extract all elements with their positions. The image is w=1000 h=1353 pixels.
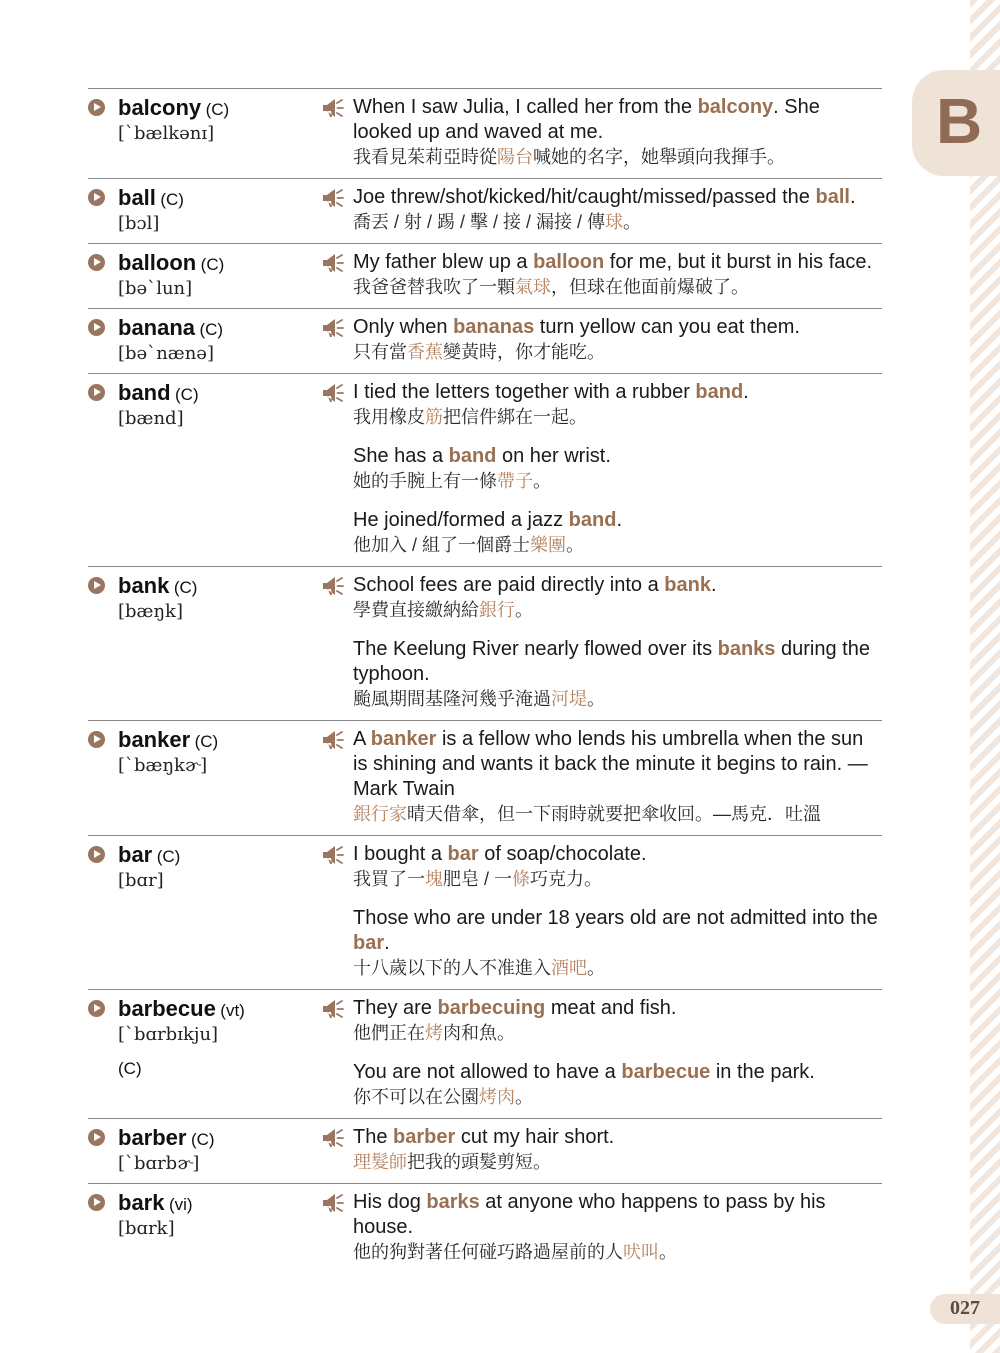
headword: ball (118, 185, 156, 210)
example (353, 842, 882, 892)
highlighted-word: bar (353, 932, 385, 954)
highlighted-word: bank (664, 574, 711, 596)
headword: balloon (118, 250, 197, 275)
headword: barbecue (118, 996, 216, 1021)
example-english: A banker is a fellow who lends his umbrella when the sun is shining and wants it back the minute it begins to rain. —Mark Twain (353, 728, 868, 800)
highlighted-word: bananas (453, 316, 535, 338)
example-chinese: 喬丟 / 射 / 踢 / 擊 / 接 / 漏接 / 傳球。 (353, 212, 642, 232)
headword-block (88, 315, 320, 365)
headword-line (118, 1125, 320, 1151)
example-english: The barber cut my hair short. (353, 1126, 615, 1148)
example-chinese: 理髮師把我的頭髮剪短。 (353, 1152, 551, 1172)
example (353, 996, 882, 1046)
part-of-speech: (C) (199, 320, 224, 339)
headword: bark (118, 1190, 165, 1215)
play-circle-icon[interactable] (88, 1129, 105, 1146)
play-circle-icon[interactable] (88, 319, 105, 336)
example-chinese: 只有當香蕉變黃時，你才能吃。 (353, 342, 605, 362)
entry-bar (88, 835, 882, 989)
highlighted-translation: 筋 (425, 407, 443, 427)
headword-line (118, 842, 320, 868)
part-of-speech: (C) (156, 847, 181, 866)
part-of-speech: (C) (194, 732, 219, 751)
example-chinese: 學費直接繳納給銀行。 (353, 600, 533, 620)
example (353, 906, 882, 981)
entry-barbecue (88, 989, 882, 1118)
speaker-icon[interactable] (322, 999, 344, 1019)
headword: banker (118, 727, 191, 752)
highlighted-word: banks (717, 638, 776, 660)
example (353, 185, 882, 235)
entry-balloon (88, 243, 882, 308)
entry-barber (88, 1118, 882, 1183)
highlighted-translation: 河堤 (551, 689, 587, 709)
headword-line (118, 996, 320, 1022)
example (353, 1125, 882, 1175)
play-circle-icon[interactable] (88, 577, 105, 594)
part-of-speech: (C) (200, 255, 225, 274)
example-english: I tied the letters together with a rubber band. (353, 381, 749, 403)
example-chinese: 他加入 / 組了一個爵士樂團。 (353, 535, 585, 555)
example-english: He joined/formed a jazz band. (353, 509, 623, 531)
phonetic: [bəˋlun] (118, 278, 193, 299)
example (353, 508, 882, 558)
phonetic: [ˋbɑrbɪkju] (118, 1024, 219, 1045)
play-circle-icon[interactable] (88, 1000, 105, 1017)
highlighted-word: balloon (533, 251, 605, 273)
example-chinese: 我用橡皮筋把信件綁在一起。 (353, 407, 587, 427)
decorative-edge-stripe (970, 0, 1000, 1353)
speaker-icon[interactable] (322, 1193, 344, 1213)
play-circle-icon[interactable] (88, 254, 105, 271)
headword-block (88, 996, 320, 1110)
secondary-part-of-speech: (C) (118, 1059, 142, 1078)
highlighted-translation: 塊 (425, 869, 443, 889)
example-english: My father blew up a balloon for me, but it burst in his face. (353, 251, 873, 273)
phonetic: [bɑrk] (118, 1218, 175, 1239)
part-of-speech: (vi) (168, 1195, 193, 1214)
example (353, 95, 882, 170)
example-english: School fees are paid directly into a bank. (353, 574, 717, 596)
examples-block (320, 1190, 882, 1265)
headword: barber (118, 1125, 187, 1150)
entry-balcony (88, 88, 882, 178)
example-english: Joe threw/shot/kicked/hit/caught/missed/passed the ball. (353, 186, 856, 208)
headword-line (118, 1190, 320, 1216)
example-english: They are barbecuing meat and fish. (353, 997, 677, 1019)
highlighted-word: barber (393, 1126, 456, 1148)
examples-block (320, 996, 882, 1110)
headword-line (118, 573, 320, 599)
page-number: 027 (950, 1297, 980, 1319)
highlighted-translation: 銀行 (479, 600, 515, 620)
play-circle-icon[interactable] (88, 189, 105, 206)
example-english: The Keelung River nearly flowed over its banks during the typhoon. (353, 638, 870, 685)
example (353, 1060, 882, 1110)
phonetic: [bænd] (118, 408, 184, 429)
highlighted-translation: 烤 (425, 1023, 443, 1043)
entry-banker (88, 720, 882, 835)
examples-block (320, 573, 882, 712)
play-circle-icon[interactable] (88, 384, 105, 401)
headword-line (118, 185, 320, 211)
part-of-speech: (C) (173, 578, 198, 597)
speaker-icon[interactable] (322, 845, 344, 865)
entry-band (88, 373, 882, 566)
headword-block (88, 727, 320, 827)
example-chinese: 你不可以在公園烤肉。 (353, 1087, 533, 1107)
example-english: I bought a bar of soap/chocolate. (353, 843, 647, 865)
part-of-speech: (C) (160, 190, 184, 209)
headword-block (88, 1125, 320, 1175)
part-of-speech: (C) (175, 385, 199, 404)
headword: bank (118, 573, 170, 598)
highlighted-word: barbecuing (437, 997, 546, 1019)
speaker-icon[interactable] (322, 188, 344, 208)
example-english: When I saw Julia, I called her from the balcony. She looked up and waved at me. (353, 96, 820, 143)
example-chinese: 他的狗對著任何碰巧路過屋前的人吠叫。 (353, 1242, 677, 1262)
phonetic: [bæŋk] (118, 601, 183, 622)
highlighted-translation: 理髮師 (353, 1152, 407, 1172)
example-english: Those who are under 18 years old are not admitted into the bar. (353, 907, 878, 954)
example-chinese: 我買了一塊肥皂 / 一條巧克力。 (353, 869, 603, 889)
highlighted-translation: 酒吧 (551, 958, 587, 978)
example (353, 637, 882, 712)
entry-bank (88, 566, 882, 720)
highlighted-word: banker (370, 728, 437, 750)
example (353, 380, 882, 430)
highlighted-word: balcony (697, 96, 774, 118)
headword: bar (118, 842, 153, 867)
phonetic: [bɑr] (118, 870, 164, 891)
part-of-speech: (C) (190, 1130, 215, 1149)
headword-block (88, 185, 320, 235)
play-circle-icon[interactable] (88, 99, 105, 116)
examples-block (320, 315, 882, 365)
example-chinese: 颱風期間基隆河幾乎淹過河堤。 (353, 689, 605, 709)
example (353, 250, 882, 300)
highlighted-translation: 陽台 (497, 147, 533, 167)
highlighted-translation: 條 (512, 869, 531, 889)
highlighted-translation: 樂團 (530, 535, 567, 555)
part-of-speech: (vt) (220, 1001, 245, 1020)
highlighted-word: ball (815, 186, 850, 208)
speaker-icon[interactable] (322, 1128, 344, 1148)
highlighted-word: barks (426, 1191, 480, 1213)
entry-ball (88, 178, 882, 243)
example-chinese: 他們正在烤肉和魚。 (353, 1023, 515, 1043)
headword: band (118, 380, 171, 405)
play-circle-icon[interactable] (88, 1194, 105, 1211)
example-chinese: 十八歲以下的人不准進入酒吧。 (353, 958, 605, 978)
example-chinese: 我爸爸替我吹了一顆氣球，但球在他面前爆破了。 (353, 277, 749, 297)
entry-bark (88, 1183, 882, 1273)
highlighted-word: band (568, 509, 617, 531)
example-english: She has a band on her wrist. (353, 445, 611, 467)
phonetic: [ˋbɑrbɚ] (118, 1153, 200, 1174)
headword-block (88, 95, 320, 170)
headword-line (118, 380, 320, 406)
examples-block (320, 380, 882, 558)
highlighted-translation: 帶子 (497, 471, 533, 491)
play-circle-icon[interactable] (88, 846, 105, 863)
highlighted-word: band (448, 445, 497, 467)
speaker-icon[interactable] (322, 576, 344, 596)
example (353, 315, 882, 365)
headword-block (88, 250, 320, 300)
phonetic: [bəˋnænə] (118, 343, 214, 364)
examples-block (320, 95, 882, 170)
example (353, 573, 882, 623)
headword-block (88, 842, 320, 981)
headword-block (88, 380, 320, 558)
highlighted-translation: 氣球 (515, 277, 551, 297)
page-number-tab (930, 1294, 1000, 1324)
speaker-icon[interactable] (322, 253, 344, 273)
examples-block (320, 842, 882, 981)
example-chinese: 銀行家晴天借傘，但一下雨時就要把傘收回。—馬克．吐溫 (353, 804, 821, 824)
example-chinese: 我看見茱莉亞時從陽台喊她的名字，她舉頭向我揮手。 (353, 147, 785, 167)
headword-block (88, 573, 320, 712)
headword-line (118, 315, 320, 341)
example-english: Only when bananas turn yellow can you eat them. (353, 316, 800, 338)
example (353, 727, 882, 827)
highlighted-translation: 烤肉 (479, 1087, 515, 1107)
headword-line (118, 250, 320, 276)
examples-block (320, 1125, 882, 1175)
headword: balcony (118, 95, 202, 120)
speaker-icon[interactable] (322, 318, 344, 338)
speaker-icon[interactable] (322, 730, 344, 750)
headword-line (118, 727, 320, 753)
speaker-icon[interactable] (322, 383, 344, 403)
highlighted-translation: 銀行家 (353, 804, 407, 824)
play-circle-icon[interactable] (88, 731, 105, 748)
entry-banana (88, 308, 882, 373)
highlighted-translation: 球 (605, 212, 624, 232)
examples-block (320, 250, 882, 300)
dictionary-entries (88, 88, 882, 1273)
examples-block (320, 185, 882, 235)
highlighted-word: band (695, 381, 744, 403)
headword: banana (118, 315, 196, 340)
highlighted-word: barbecue (621, 1061, 711, 1083)
section-letter: B (936, 85, 983, 157)
example-chinese: 她的手腕上有一條帶子。 (353, 471, 551, 491)
example-english: You are not allowed to have a barbecue in the park. (353, 1061, 815, 1083)
speaker-icon[interactable] (322, 98, 344, 118)
section-letter-tab (912, 70, 1000, 176)
headword-line (118, 95, 320, 121)
phonetic: [ˋbælkənɪ] (118, 123, 215, 144)
highlighted-translation: 香蕉 (407, 342, 443, 362)
example (353, 444, 882, 494)
examples-block (320, 727, 882, 827)
headword-block (88, 1190, 320, 1265)
phonetic: [ˋbæŋkɚ] (118, 755, 208, 776)
highlighted-word: bar (447, 843, 479, 865)
highlighted-translation: 吠叫 (623, 1242, 659, 1262)
example (353, 1190, 882, 1265)
phonetic: [bɔl] (118, 213, 160, 234)
part-of-speech: (C) (205, 100, 230, 119)
example-english: His dog barks at anyone who happens to pass by his house. (353, 1191, 826, 1238)
